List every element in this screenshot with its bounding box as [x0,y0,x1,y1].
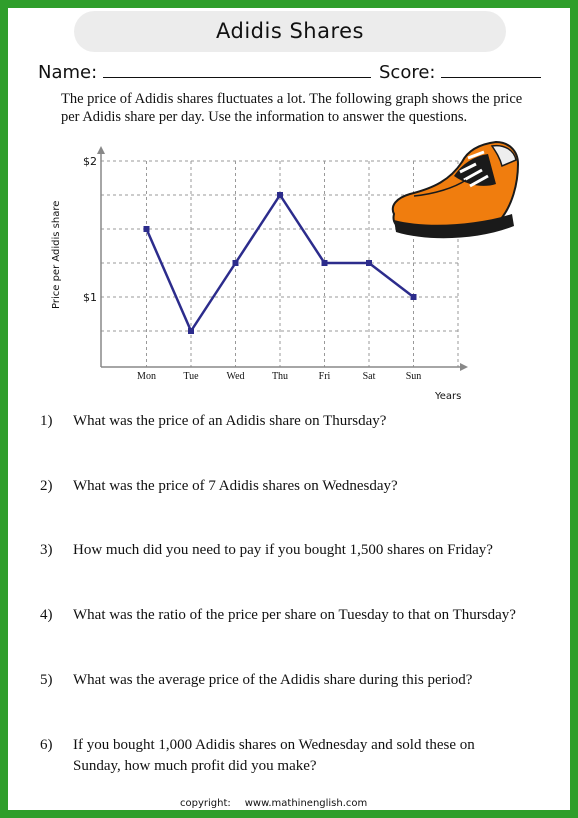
question-number: 2) [40,478,53,494]
intro-paragraph: The price of Adidis shares fluctuates a lot. The following graph shows the price per Adidis share per day. Use the information to answer the questions. [61,91,523,125]
question-text: What was the average price of the Adidis share during this period? [73,672,473,688]
data-point [277,192,283,198]
page-title: Adidis Shares [216,19,364,43]
data-point [188,328,194,334]
x-tick-label: Tue [183,371,199,382]
question-number: 5) [40,672,53,688]
x-tick-label: Sat [362,371,376,382]
copyright-site: www.mathinenglish.com [244,798,368,809]
question-text: What was the price of an Adidis share on Thursday? [73,413,387,429]
question-number: 1) [40,413,53,429]
x-tick-label: Thu [271,371,289,382]
data-point [144,226,150,232]
question-text: What was the price of 7 Adidis shares on Wednesday? [73,478,398,494]
x-axis-arrow [460,363,468,371]
question-number: 4) [40,607,53,623]
x-tick-label: Mon [137,371,156,382]
name-label: Name: [38,62,98,83]
question-text: What was the ratio of the price per share on Tuesday to that on Thursday? [73,607,516,623]
data-point [366,260,372,266]
x-axis-label: Years [435,391,462,402]
score-label: Score: [379,62,436,83]
question-number: 6) [40,737,53,753]
data-point [322,260,328,266]
chart-labels [83,155,421,382]
question-number: 3) [40,542,53,558]
y-axis-arrow [97,146,105,154]
x-tick-label: Sun [405,371,422,382]
question-text: How much did you need to pay if you bought 1,500 shares on Friday? [73,542,493,558]
copyright-label: copyright: [180,798,231,809]
sneaker-illustration [384,136,524,246]
x-tick-label: Wed [226,371,245,382]
worksheet-page [8,8,570,810]
y-tick-label: $1 [83,291,97,304]
footer-copyright [180,798,381,809]
x-tick-label: Fri [318,371,331,382]
y-axis-label: Price per Adidis share [51,200,62,309]
data-point [411,294,417,300]
question-text: If you bought 1,000 Adidis shares on Wednesday and sold these on Sunday, how much profit did you make? [73,737,475,774]
data-point [233,260,239,266]
y-tick-label: $2 [83,155,97,168]
